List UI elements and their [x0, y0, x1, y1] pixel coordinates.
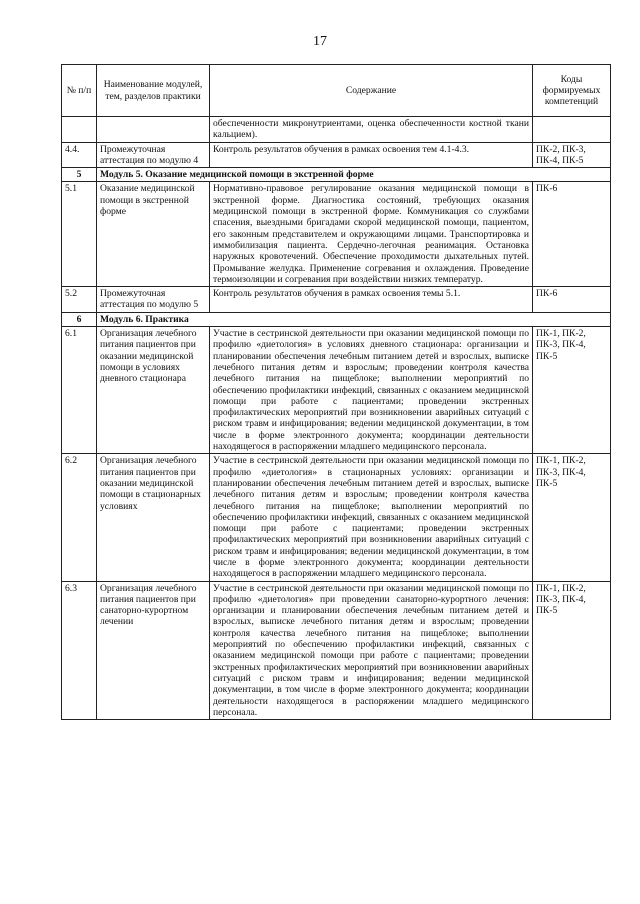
row-content: Контроль результатов обучения в рамках освоения темы 5.1.: [210, 287, 533, 313]
row-name: Организация лечебного питания пациентов при оказании медицинской помощи в стационарных условиях: [97, 454, 210, 581]
row-name: Промежуточная аттестация по модулю 5: [97, 287, 210, 313]
header-codes: Коды формируемых компетенций: [533, 65, 611, 117]
row-content: Контроль результатов обучения в рамках освоения тем 4.1-4.3.: [210, 142, 533, 168]
row-name: [97, 117, 210, 143]
row-codes: ПК-1, ПК-2, ПК-3, ПК-4, ПК-5: [533, 581, 611, 720]
row-codes: ПК-2, ПК-3, ПК-4, ПК-5: [533, 142, 611, 168]
table-row: [62, 142, 611, 168]
header-num: № п/п: [62, 65, 97, 117]
table-header-row: [62, 65, 611, 117]
row-codes: ПК-1, ПК-2, ПК-3, ПК-4, ПК-5: [533, 327, 611, 454]
row-name: Организация лечебного питания пациентов при санаторно-курортном лечении: [97, 581, 210, 720]
row-content: Участие в сестринской деятельности при оказании медицинской помощи по профилю «диетология» в условиях дневного стационара: организации и планировании обеспечения лечебным питанием детей и взрослых, выписке лечебного питания детям и взрослым; проведении контроля качества лечебного питания на пищеблоке; выполнении мероприятий по обеспечению профилактики инфекций, связанных с оказанием медицинской помощи при работе с пациентами; проведении экстренных профилактических мероприятий при возникновении аварийных ситуаций с риском травм и инфицирования; ведении медицинской документации, в том числе в форме электронного документа; координации деятельности находящегося в распоряжении младшего медицинского персонала.: [210, 327, 533, 454]
row-num: 5.2: [62, 287, 97, 313]
page-number: 17: [313, 34, 327, 49]
row-codes: ПК-1, ПК-2, ПК-3, ПК-4, ПК-5: [533, 454, 611, 581]
row-name: Организация лечебного питания пациентов при оказании медицинской помощи в условиях дневного стационара: [97, 327, 210, 454]
row-codes: ПК-6: [533, 182, 611, 287]
table-row: [62, 287, 611, 313]
header-content: Содержание: [210, 65, 533, 117]
module-row: [62, 168, 611, 182]
table-row: [62, 454, 611, 581]
row-content: обеспеченности микронутриентами, оценка обеспеченности костной ткани кальцием).: [210, 117, 533, 143]
module-num: 5: [62, 168, 97, 182]
row-content: Участие в сестринской деятельности при оказании медицинской помощи по профилю «диетология» в стационарных условиях: организации и планировании обеспечения лечебным питанием детей и взрослых, выписке лечебного питания детям и взрослым; проведении контроля качества лечебного питания на пищеблоке; выполнении мероприятий по обеспечению профилактики инфекций, связанных с оказанием медицинской помощи при работе с пациентами; проведении экстренных профилактических мероприятий при возникновении аварийных ситуаций с риском травм и инфицирования; ведении медицинской документации, в том числе в форме электронного документа; координации деятельности находящегося в распоряжении младшего медицинского персонала.: [210, 454, 533, 581]
module-title: Модуль 5. Оказание медицинской помощи в экстренной форме: [97, 168, 611, 182]
row-codes: [533, 117, 611, 143]
row-content: Участие в сестринской деятельности при оказании медицинской помощи по профилю «диетология» при проведении санаторно-курортного лечения: организации и планировании обеспечения лечебным питанием детей и взрослых, выписке лечебного питания детям и взрослым; проведении контроля качества лечебного питания на пищеблоке; выполнении мероприятий по обеспечению профилактики инфекций, связанных с оказанием медицинской помощи при работе с пациентами; проведении экстренных профилактических мероприятий при возникновении аварийных ситуаций с риском травм и инфицирования; ведении медицинской документации, в том числе в форме электронного документа; координации деятельности находящегося в распоряжении младшего медицинского персонала.: [210, 581, 533, 720]
row-num: 6.3: [62, 581, 97, 720]
row-num: 6.1: [62, 327, 97, 454]
module-row: [62, 312, 611, 326]
module-num: 6: [62, 312, 97, 326]
row-codes: ПК-6: [533, 287, 611, 313]
row-num: 5.1: [62, 182, 97, 287]
row-num: 6.2: [62, 454, 97, 581]
table-row: [62, 182, 611, 287]
row-name: Оказание медицинской помощи в экстренной форме: [97, 182, 210, 287]
table-row: [62, 581, 611, 720]
row-num: [62, 117, 97, 143]
row-content: Нормативно-правовое регулирование оказания медицинской помощи в экстренной форме. Диагностика состояний, требующих оказания медицинской помощи в экстренной форме. Коммуникация со службами спасения, выездными бригадами скорой медицинской помощи, пациентом, его законным представителем и окружающими лицами. Транспортировка и иммобилизация пациента. Сердечно-легочная реанимация. Остановка наружных кровотечений. Обеспечение проходимости дыхательных путей. Промывание желудка. Применение согревания и охлаждения. Проведение термоизоляции и согревания при воздействии низких температур.: [210, 182, 533, 287]
program-table: [61, 64, 611, 720]
table-row: [62, 327, 611, 454]
header-name: Наименование модулей, тем, разделов практики: [97, 65, 210, 117]
table-row: [62, 117, 611, 143]
row-num: 4.4.: [62, 142, 97, 168]
module-title: Модуль 6. Практика: [97, 312, 611, 326]
row-name: Промежуточная аттестация по модулю 4: [97, 142, 210, 168]
